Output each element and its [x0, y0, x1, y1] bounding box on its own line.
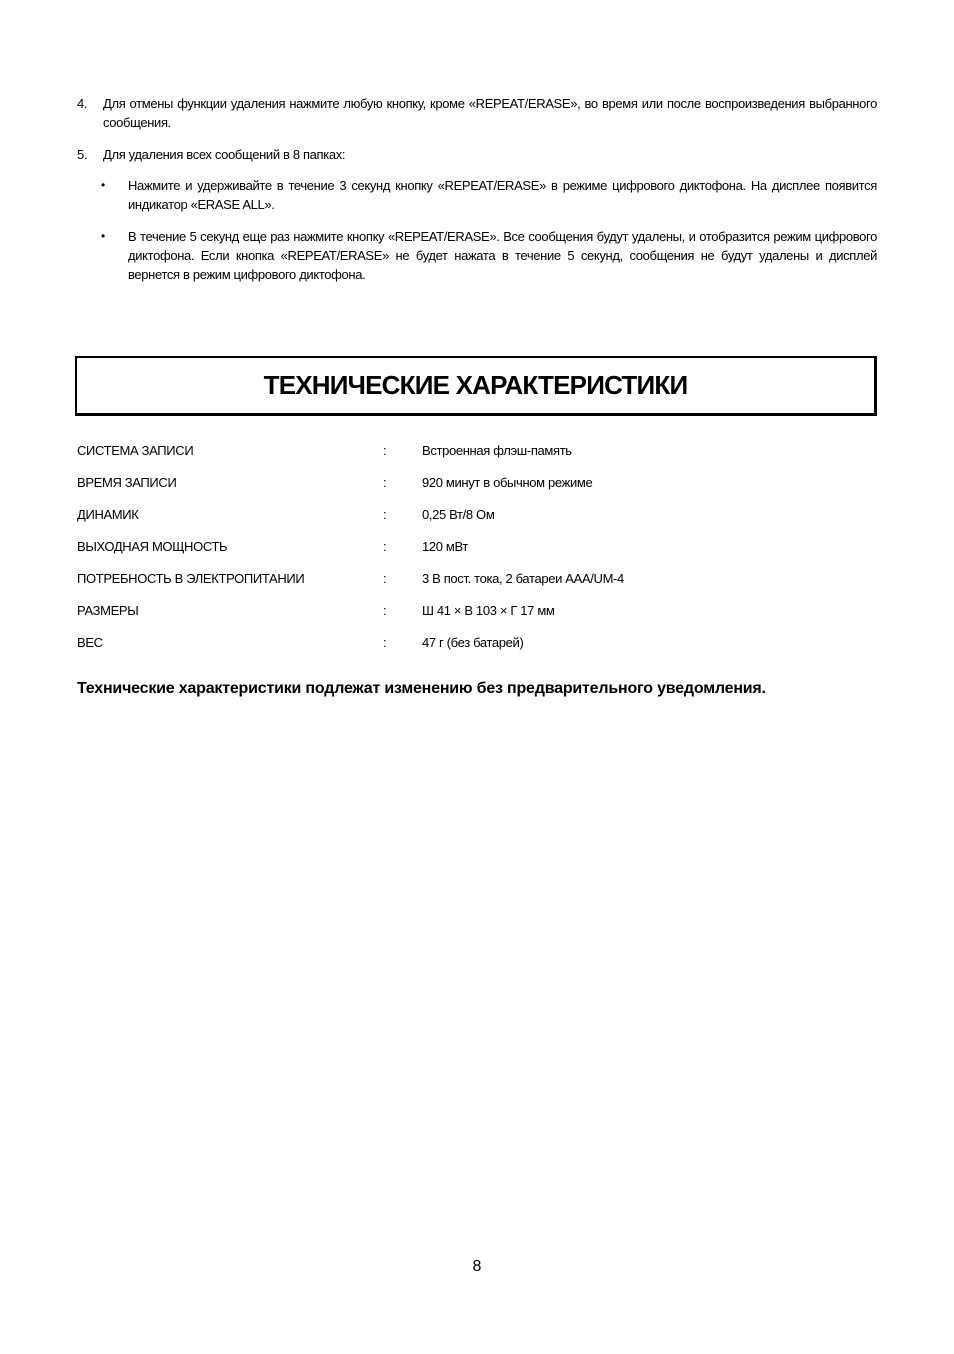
spec-name: ДИНАМИК: [77, 507, 139, 522]
spec-separator: :: [383, 603, 387, 618]
bullet-item: [103, 227, 877, 284]
step-4: [77, 94, 877, 132]
section-title: ТЕХНИЧЕСКИЕ ХАРАКТЕРИСТИКИ: [263, 370, 688, 400]
spec-separator: :: [383, 475, 387, 490]
spec-separator: :: [383, 443, 387, 458]
spec-value: 3 В пост. тока, 2 батареи AAA/UM-4: [422, 571, 624, 586]
spec-name: ВЕС: [77, 635, 103, 650]
spec-separator: :: [383, 571, 387, 586]
spec-value: 47 г (без батарей): [422, 635, 524, 650]
spec-change-notice: Технические характеристики подлежат изменению без предварительного уведомления.: [77, 680, 766, 697]
spec-value: Встроенная флэш-память: [422, 443, 572, 458]
page-number: 8: [472, 1258, 482, 1275]
spec-name: РАЗМЕРЫ: [77, 603, 139, 618]
instruction-steps: [77, 94, 877, 297]
step-5: [77, 145, 877, 284]
spec-value: Ш 41 × В 103 × Г 17 мм: [422, 603, 555, 618]
step-number: 4.: [77, 96, 88, 111]
spec-name: ПОТРЕБНОСТЬ В ЭЛЕКТРОПИТАНИИ: [77, 571, 305, 586]
spec-row: [77, 440, 877, 472]
spec-value: 920 минут в обычном режиме: [422, 475, 593, 490]
step-number: 5.: [77, 147, 88, 162]
bullet-text: В течение 5 секунд еще раз нажмите кнопку «REPEAT/ERASE». Все сообщения будут удалены, и отобразится режим цифрового диктофона. Если кнопка «REPEAT/ERASE» не будет нажата в течение 5 секунд, сообщения не будут удалены и дисплей вернется в режим цифрового диктофона.: [128, 229, 877, 282]
spec-separator: :: [383, 539, 387, 554]
spec-row: [77, 472, 877, 504]
spec-row: [77, 504, 877, 536]
spec-separator: :: [383, 635, 387, 650]
step-text: Для удаления всех сообщений в 8 папках:: [103, 147, 346, 162]
bullet-icon: •: [101, 229, 105, 243]
bullet-icon: •: [101, 178, 105, 192]
spec-name: ВРЕМЯ ЗАПИСИ: [77, 475, 177, 490]
bullet-text: Нажмите и удерживайте в течение 3 секунд кнопку «REPEAT/ERASE» в режиме цифрового диктофона. На дисплее появится индикатор «ERASE ALL».: [128, 178, 877, 212]
spec-separator: :: [383, 507, 387, 522]
spec-value: 0,25 Вт/8 Ом: [422, 507, 495, 522]
step-text: Для отмены функции удаления нажмите любую кнопку, кроме «REPEAT/ERASE», во время или после воспроизведения выбранного сообщения.: [103, 96, 877, 130]
spec-row: [77, 632, 877, 664]
spec-row: [77, 600, 877, 632]
bullet-list: [103, 176, 877, 284]
section-header-box: [75, 356, 877, 416]
spec-name: ВЫХОДНАЯ МОЩНОСТЬ: [77, 539, 228, 554]
spec-row: [77, 568, 877, 600]
bullet-item: [103, 176, 877, 214]
spec-name: СИСТЕМА ЗАПИСИ: [77, 443, 194, 458]
spec-row: [77, 536, 877, 568]
spec-table: [77, 440, 877, 664]
spec-value: 120 мВт: [422, 539, 468, 554]
